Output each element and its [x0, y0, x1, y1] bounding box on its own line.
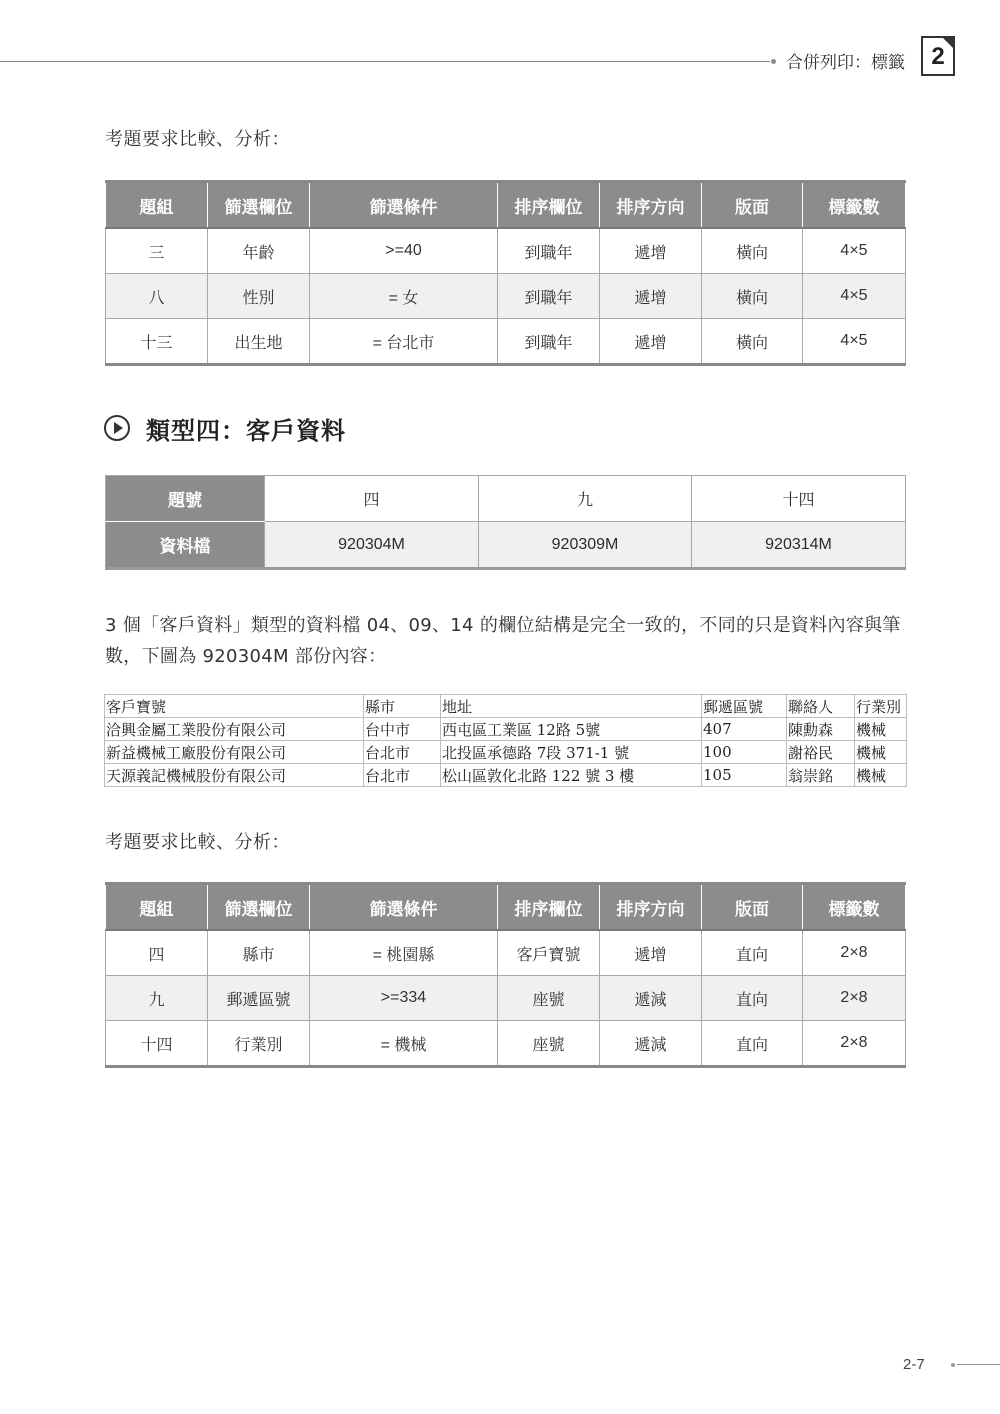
- table-cell: 直向: [702, 930, 803, 976]
- table-cell: 407: [702, 718, 787, 741]
- table-row: [106, 930, 906, 976]
- chapter-number: 2: [931, 43, 945, 70]
- table-cell: 直向: [702, 1021, 803, 1067]
- row-header-cell: 題號: [106, 476, 265, 522]
- table-cell: 三: [106, 228, 208, 274]
- table-row: [106, 319, 906, 365]
- header-cell: 標籤數: [803, 182, 906, 229]
- table-cell: 四: [265, 476, 479, 522]
- table-cell: 遞減: [600, 1021, 702, 1067]
- table-cell: 到職年: [498, 274, 600, 319]
- table-cell: >=40: [310, 228, 498, 274]
- table-cell: 九: [106, 976, 208, 1021]
- table-cell: 機械: [855, 741, 907, 764]
- table-cell: 行業別: [208, 1021, 310, 1067]
- table-cell: 遞增: [600, 274, 702, 319]
- table-cell: 機械: [855, 718, 907, 741]
- table-cell: 橫向: [702, 228, 803, 274]
- section-heading: [104, 408, 346, 448]
- table-row: [106, 274, 906, 319]
- table-cell: 2×8: [803, 1021, 906, 1067]
- table-cell: >=334: [310, 976, 498, 1021]
- table-cell: 松山區敦化北路 122 號 3 樓: [441, 764, 702, 787]
- data-file-table: [105, 475, 906, 570]
- header-cell: 篩選條件: [310, 182, 498, 229]
- header-cell: 篩選欄位: [208, 884, 310, 931]
- running-header-title: 合併列印：標籤: [786, 53, 905, 73]
- header-cell: 版面: [702, 884, 803, 931]
- table-header-row: [105, 695, 907, 718]
- table-cell: 4×5: [803, 319, 906, 365]
- table-row: [105, 741, 907, 764]
- table-cell: 九: [479, 476, 692, 522]
- customer-data-excerpt: [104, 694, 907, 787]
- table-cell: 郵遞區號: [208, 976, 310, 1021]
- body-paragraph: 3 個「客戶資料」類型的資料檔 04、09、14 的欄位結構是完全一致的，不同的只是資料內容與筆數，下圖為 920304M 部份內容：: [105, 615, 901, 667]
- header-cell: 縣市: [364, 695, 441, 718]
- table-cell: 陳勳森: [787, 718, 855, 741]
- table-cell: 920314M: [692, 522, 906, 569]
- table-cell: 直向: [702, 976, 803, 1021]
- table-cell: 2×8: [803, 976, 906, 1021]
- table-header-row: [106, 884, 906, 931]
- table-cell: 到職年: [498, 319, 600, 365]
- header-cell: 題組: [106, 884, 208, 931]
- header-cell: 排序方向: [600, 182, 702, 229]
- table-cell: 天源義記機械股份有限公司: [105, 764, 364, 787]
- table-cell: 座號: [498, 1021, 600, 1067]
- table-cell: 100: [702, 741, 787, 764]
- header-rule-dot: [771, 59, 776, 64]
- header-cell: 版面: [702, 182, 803, 229]
- table-cell: 920309M: [479, 522, 692, 569]
- table-cell: 105: [702, 764, 787, 787]
- table-cell: = 機械: [310, 1021, 498, 1067]
- header-cell: 標籤數: [803, 884, 906, 931]
- table-cell: 遞增: [600, 930, 702, 976]
- table-cell: 新益機械工廠股份有限公司: [105, 741, 364, 764]
- header-cell: 郵遞區號: [702, 695, 787, 718]
- header-cell: 排序方向: [600, 884, 702, 931]
- table-cell: 遞減: [600, 976, 702, 1021]
- table-row: [106, 1021, 906, 1067]
- table-cell: 謝裕民: [787, 741, 855, 764]
- requirements-table-1: [105, 180, 906, 366]
- requirements-table-2: [105, 882, 906, 1068]
- table-cell: 洽興金屬工業股份有限公司: [105, 718, 364, 741]
- table-cell: 台北市: [364, 764, 441, 787]
- analysis-intro-1: 考題要求比較、分析：: [105, 129, 290, 150]
- table-cell: 4×5: [803, 228, 906, 274]
- table-cell: = 桃園縣: [310, 930, 498, 976]
- table-cell: 920304M: [265, 522, 479, 569]
- table-cell: = 台北市: [310, 319, 498, 365]
- table-cell: 橫向: [702, 319, 803, 365]
- play-circle-icon: [104, 415, 130, 441]
- header-cell: 排序欄位: [498, 182, 600, 229]
- table-cell: 十三: [106, 319, 208, 365]
- header-cell: 地址: [441, 695, 702, 718]
- section-title: 類型四：客戶資料: [146, 416, 346, 445]
- table-cell: 性別: [208, 274, 310, 319]
- header-cell: 題組: [106, 182, 208, 229]
- header-cell: 客戶寶號: [105, 695, 364, 718]
- table-row: [105, 718, 907, 741]
- table-cell: 4×5: [803, 274, 906, 319]
- table-cell: 遞增: [600, 319, 702, 365]
- header-cell: 行業別: [855, 695, 907, 718]
- table-cell: 十四: [692, 476, 906, 522]
- table-cell: 翁崇銘: [787, 764, 855, 787]
- header-cell: 篩選欄位: [208, 182, 310, 229]
- table-cell: 西屯區工業區 12路 5號: [441, 718, 702, 741]
- table-cell: 2×8: [803, 930, 906, 976]
- table-row: [106, 522, 906, 569]
- table-cell: 遞增: [600, 228, 702, 274]
- table-row: [106, 476, 906, 522]
- header-cell: 聯絡人: [787, 695, 855, 718]
- table-cell: = 女: [310, 274, 498, 319]
- analysis-intro-2: 考題要求比較、分析：: [105, 832, 290, 853]
- header-cell: 篩選條件: [310, 884, 498, 931]
- table-cell: 橫向: [702, 274, 803, 319]
- table-cell: 年齡: [208, 228, 310, 274]
- table-cell: 出生地: [208, 319, 310, 365]
- table-cell: 北投區承德路 7段 371-1 號: [441, 741, 702, 764]
- table-cell: 台中市: [364, 718, 441, 741]
- row-header-cell: 資料檔: [106, 522, 265, 569]
- table-cell: 機械: [855, 764, 907, 787]
- table-cell: 四: [106, 930, 208, 976]
- table-cell: 八: [106, 274, 208, 319]
- header-rule: [0, 61, 770, 62]
- page-number: 2-7: [903, 1356, 925, 1373]
- table-header-row: [106, 182, 906, 229]
- table-cell: 台北市: [364, 741, 441, 764]
- table-row: [105, 764, 907, 787]
- table-cell: 客戶寶號: [498, 930, 600, 976]
- header-cell: 排序欄位: [498, 884, 600, 931]
- table-cell: 縣市: [208, 930, 310, 976]
- table-cell: 座號: [498, 976, 600, 1021]
- footer-rule-dot: [951, 1363, 955, 1367]
- chapter-badge: [921, 36, 955, 76]
- table-cell: 到職年: [498, 228, 600, 274]
- chapter-badge-corner: [941, 36, 955, 50]
- table-cell: 十四: [106, 1021, 208, 1067]
- table-row: [106, 976, 906, 1021]
- footer-rule: [957, 1364, 1000, 1365]
- table-row: [106, 228, 906, 274]
